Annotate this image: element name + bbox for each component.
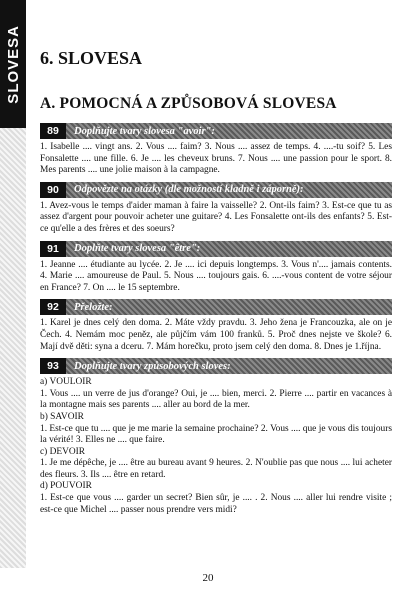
exercise-number: 91 <box>40 241 66 257</box>
exercise-header-89 <box>40 123 392 139</box>
subsection-label: c) DEVOIR <box>40 446 86 457</box>
page-content <box>40 48 392 516</box>
subsection-text: 1. Est-ce que tu .... que je me marie la semaine prochaine? 2. Vous .... que je vous dis toujours la vérité! 3. Elles ne .... que faire. <box>40 423 392 446</box>
exercise-header-90 <box>40 182 392 198</box>
exercise-93-parts <box>40 377 392 516</box>
side-decorative-strip <box>0 128 26 568</box>
exercise-header-91 <box>40 241 392 257</box>
exercise-instruction: Doplňte tvary slovesa "être": <box>74 243 201 255</box>
chapter-side-tab <box>0 0 26 128</box>
exercise-text: 1. Avez-vous le temps d'aider maman à faire la vaisselle? 2. Ont-ils faim? 3. Est-ce que tu as assez d'argent pour pouvoir acheter une guitare? 4. Les Fonsalette ont-ils des enfants? 5. Est-ce qu'elle a des frères et des soeurs? <box>40 200 392 234</box>
exercise-instruction: Přeložte: <box>74 301 113 313</box>
exercise-number: 92 <box>40 299 66 315</box>
subsection-label: d) POUVOIR <box>40 481 92 492</box>
exercise-text: 1. Isabelle .... vingt ans. 2. Vous .... faim? 3. Nous .... assez de temps. 4. ....-tu soif? 5. Les Fonsalette .... une fille. 6. Je .... les cheveux bruns. 7. Nous .... une passion pour le sport. 8. Mes parents .... une jolie maison à la campagne. <box>40 142 392 176</box>
exercise-number: 93 <box>40 358 66 374</box>
exercise-instruction: Doplňujte tvary slovesa "avoir": <box>74 125 215 137</box>
exercise-text: 1. Karel je dnes celý den doma. 2. Máte vždy pravdu. 3. Jeho žena je Francouzka, ale on je Čech. 4. Nemám moc peněz, ale půjčím vám 100 franků. 5. Proč dnes nejste ve škole? 6. Mají dvě děti: syna a dceru. 7. Mám horečku, proto jsem celý den doma. 8. Dnes je 1.října. <box>40 318 392 352</box>
exercise-text: 1. Jeanne .... étudiante au lycée. 2. Je .... ici depuis longtemps. 3. Vous n'.... jamais contents. 4. Marie .... amoureuse de Paul. 5. Nous .... toujours gais. 6. ....-vous content de votre séjour en France? 7. On .... le 15 septembre. <box>40 259 392 293</box>
subsection-label: a) VOULOIR <box>40 377 92 388</box>
page-number: 20 <box>202 572 214 584</box>
exercise-header-92 <box>40 299 392 315</box>
side-tab-label: SLOVESA <box>4 24 22 104</box>
exercise-instruction: Doplňujte tvary způsobových sloves: <box>74 360 231 372</box>
exercise-number: 90 <box>40 182 66 198</box>
exercise-header-93 <box>40 358 392 374</box>
subsection-text: 1. Je me dépêche, je .... être au bureau avant 9 heures. 2. N'oublie pas que nous .... lui acheter des fleurs. 3. Ils .... être en retard. <box>40 458 392 480</box>
chapter-title: 6. SLOVESA <box>40 48 143 68</box>
section-title: A. POMOCNÁ A ZPŮSOBOVÁ SLOVESA <box>40 95 337 112</box>
subsection-label: b) SAVOIR <box>40 411 84 422</box>
subsection-text: 1. Vous .... un verre de jus d'orange? Oui, je .... bien, merci. 2. Pierre .... partir en vacances à la montagne mais ses parents .... aller au bord de la mer. <box>40 388 392 411</box>
exercise-number: 89 <box>40 123 66 139</box>
subsection-text: 1. Est-ce que vous .... garder un secret? Bien sûr, je .... . 2. Nous .... aller lui rendre visite ; est-ce que Michel .... passer nous prendre vers midi? <box>40 493 392 515</box>
exercise-instruction: Odpovězte na otázky (dle možností kladně i záporně): <box>74 184 304 196</box>
